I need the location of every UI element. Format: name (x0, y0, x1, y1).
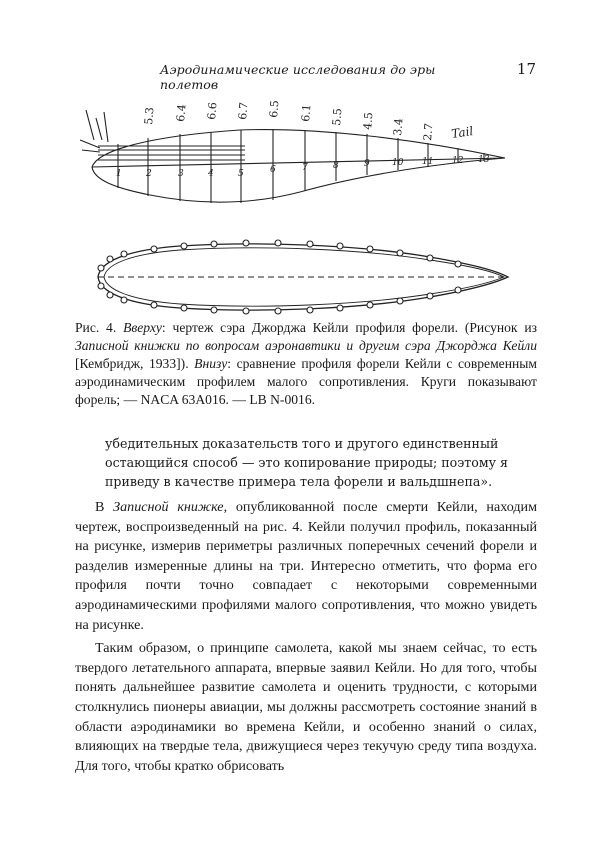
figure-caption (75, 319, 537, 409)
quote-line: остающийся способ — это копирование природы; поэтому я (105, 455, 508, 470)
page-number: 17 (516, 60, 536, 78)
station-label: 7 (302, 163, 308, 173)
width-label: 3.4 (391, 117, 406, 137)
tail-label: Tail (450, 124, 475, 141)
figure-trout-profile (0, 0, 600, 320)
station-label: 9 (364, 159, 370, 169)
quote-line: приведу в качестве примера тела форели и вальдшнепа». (105, 474, 493, 489)
station-label: 3 (178, 169, 184, 179)
caption-text: : сравнение профиля форели Кейли с современным аэродинамическим профилем малого сопротивления. Круги показывают форель; — NACA 63A016. — LB N-0016. (75, 356, 537, 407)
quote-line: убедительных доказательств того и другого единственный (105, 436, 499, 451)
width-label: 6.5 (267, 99, 282, 119)
station-label: 10 (392, 158, 404, 168)
width-labels (142, 100, 474, 142)
comparison-drawing (98, 240, 508, 314)
caption-label: Рис. 4. (75, 320, 117, 335)
width-label: 6.4 (174, 103, 189, 123)
width-label: 5.5 (330, 107, 345, 127)
paragraph: В Записной книжке, опубликованной после смерти Кейли, находим чертеж, воспроизведенный на рис. 4. Кейли получил профиль, показанный на рисунке, измерив периметры различных поперечных сечений форели и разделив измеренные длины на три. Интересно отметить, что форма его профиля почти точно совпадает с некоторыми современными аэродинамическими профилями малого сопротивления, что можно увидеть на рисунке. (75, 499, 537, 633)
caption-book-title: Записной книжки по вопросам аэронавтики и другим сэра Джорджа Кейли (75, 338, 537, 353)
caption-text: : чертеж сэра Джорджа Кейли профиля форели. (Рисунок из (161, 320, 537, 335)
cayley-centerline (92, 158, 505, 167)
caption-bottom-marker: Внизу (194, 356, 228, 371)
station-label: 1 (116, 169, 122, 179)
station-label: 2 (146, 169, 152, 179)
station-label: 12 (452, 156, 464, 166)
running-head: Аэродинамические исследования до эры полетов (160, 62, 436, 92)
width-label: 2.7 (421, 122, 436, 142)
caption-text: [Кембридж, 1933]). (75, 356, 189, 371)
body-text (75, 498, 537, 776)
width-label: 6.6 (205, 101, 220, 121)
station-label: 13 (478, 155, 490, 165)
station-label: 11 (422, 157, 434, 167)
caption-top-marker: Вверху (123, 320, 162, 335)
width-label: 6.1 (299, 103, 314, 123)
block-quote (105, 434, 525, 491)
station-label: 6 (270, 165, 276, 175)
width-label: 5.3 (142, 106, 157, 126)
station-label: 8 (333, 161, 339, 171)
station-label: 4 (208, 169, 214, 179)
station-label: 5 (238, 169, 244, 179)
station-numbers (116, 155, 490, 179)
book-title: Записной книжке (113, 499, 224, 515)
paragraph: Таким образом, о принципе самолета, какой мы знаем сейчас, то есть твердого летательного аппарата, впервые заявил Кейли. Но для того, чтобы понять дальнейшее развитие самолета и оценить трудности, с которыми столкнулись пионеры авиации, мы должны рассмотреть состояние знаний в области аэродинамики во времена Кейли, и особенно знаний о силах, влияющих на твердые тела, движущиеся через текучую среду типа воздуха. Для того, чтобы кратко обрисовать (75, 640, 537, 774)
width-label: 4.5 (361, 111, 376, 131)
width-label: 6.7 (236, 101, 251, 121)
